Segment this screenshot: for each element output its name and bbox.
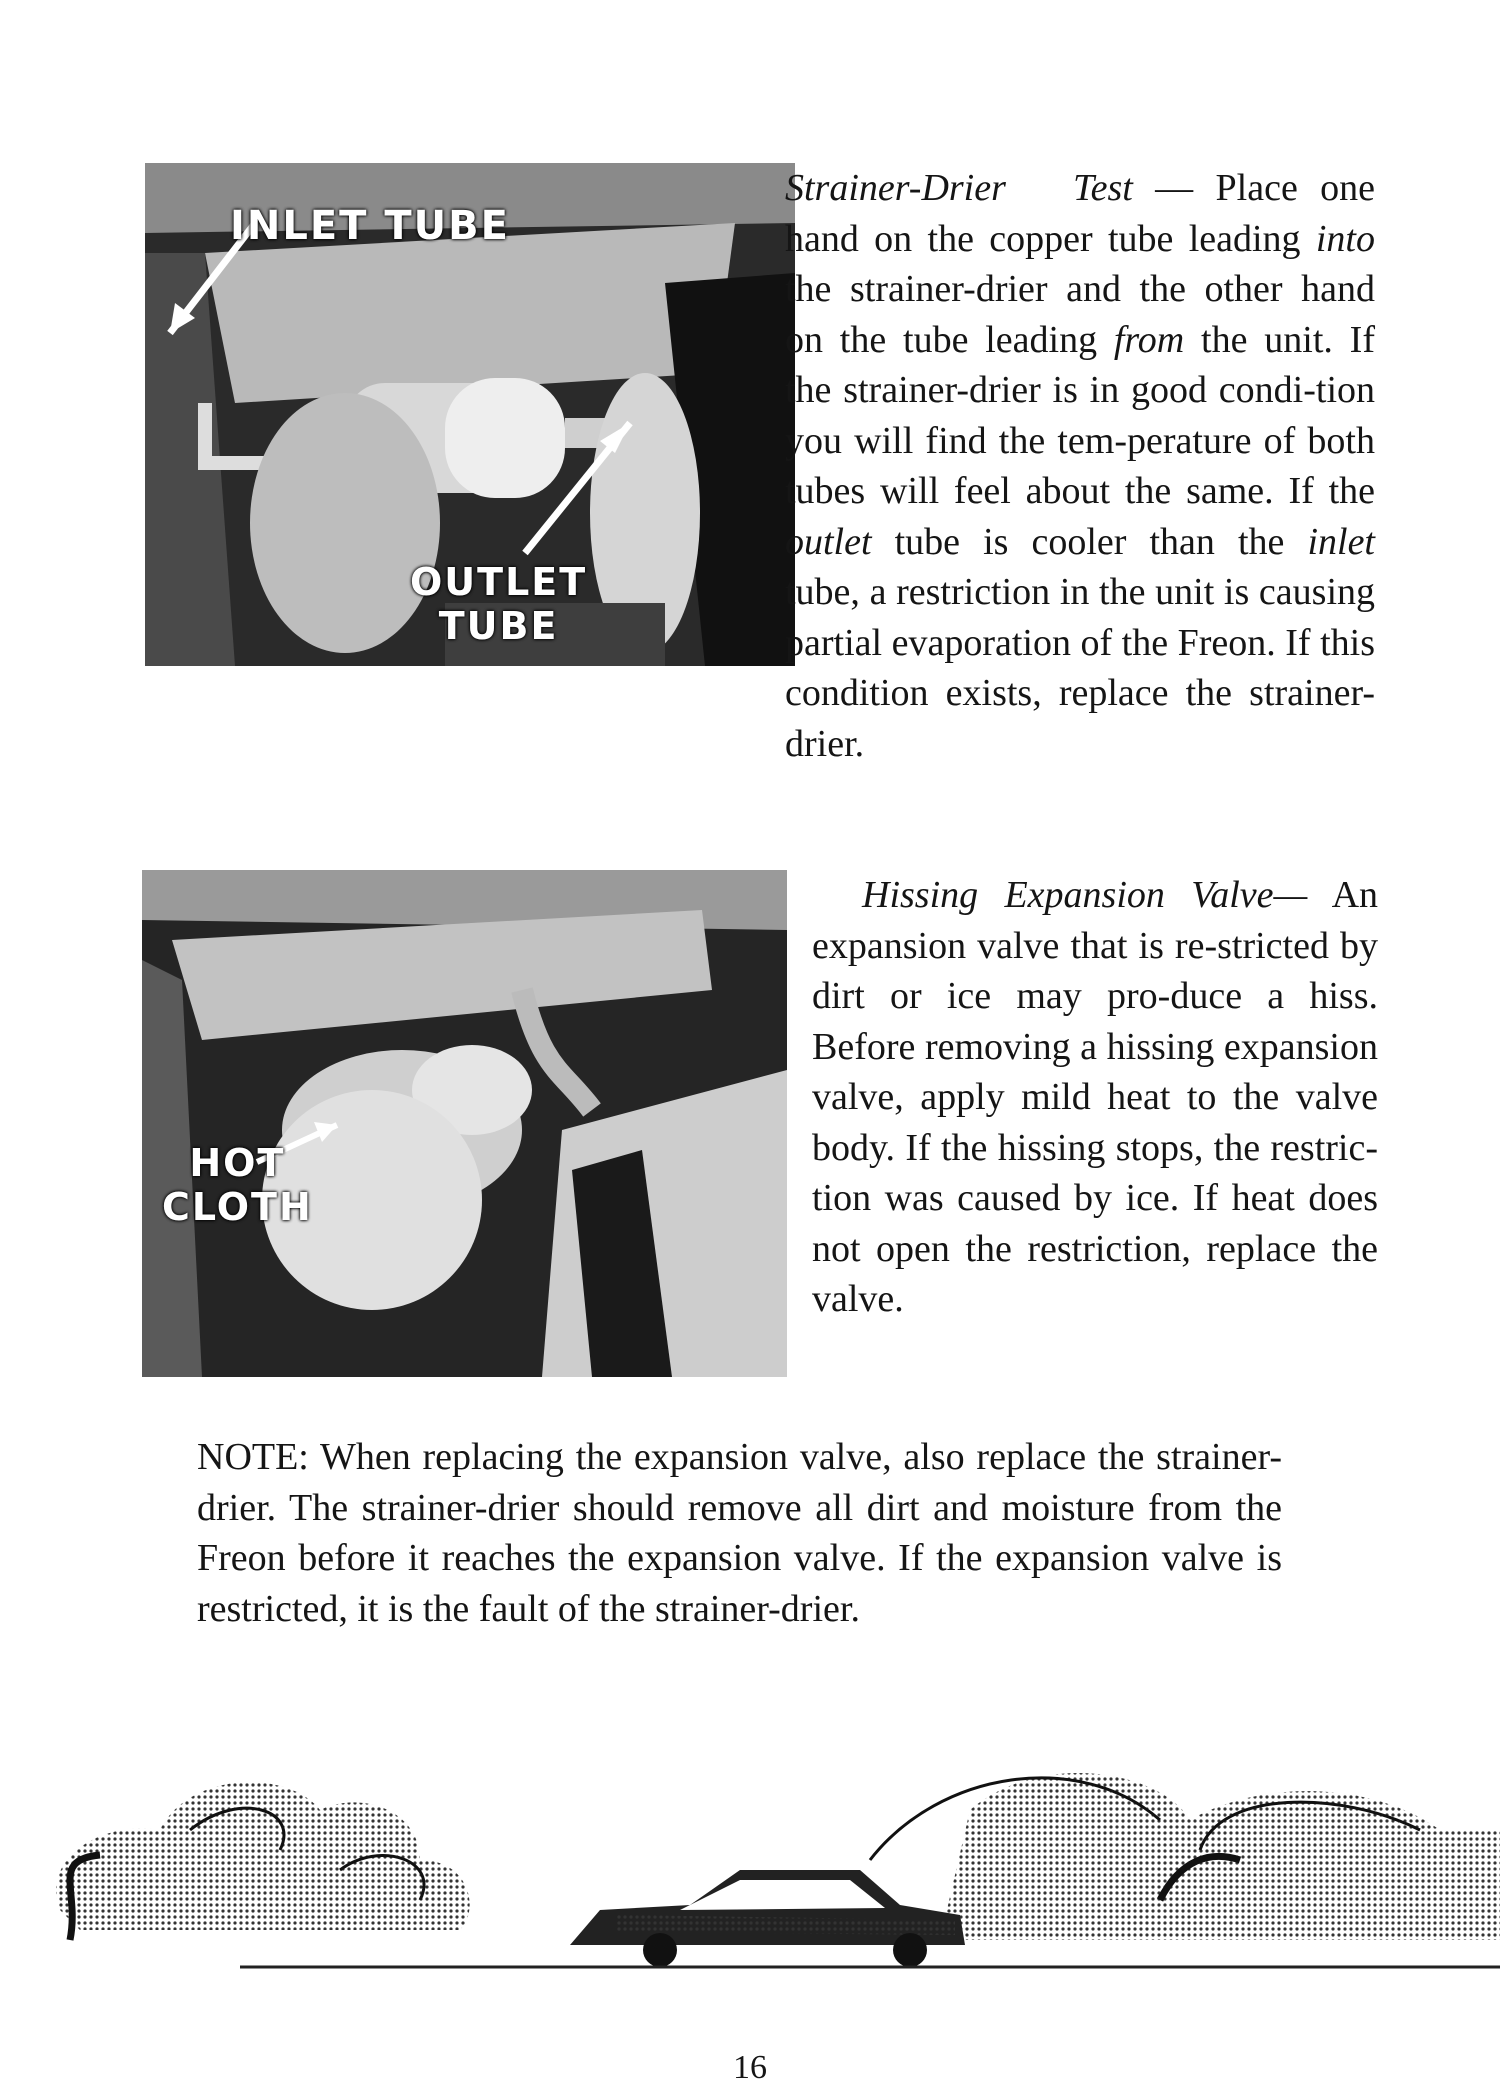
section-heading-strainer-drier: Strainer-Drier [785, 167, 1006, 209]
emphasis-inlet: inlet [1307, 520, 1375, 563]
strainer-text-2: the strainer-drier and the other hand on the tube leading [785, 268, 1375, 361]
section-strainer-drier-test [120, 163, 1375, 769]
strainer-text-4: tube is cooler than the [871, 520, 1308, 563]
callout-inlet-tube: INLET TUBE [230, 203, 510, 249]
page-number: 16 [733, 2049, 767, 2086]
strainer-text-1: Place one hand on the copper tube leading [785, 167, 1376, 260]
emphasis-from: from [1113, 318, 1185, 361]
emphasis-into: into [1315, 217, 1375, 260]
strainer-text-5: tube, a restriction in the unit is causing partial evaporation of the Freon. If this condition exists, replace the strainer-drier. [785, 571, 1375, 765]
strainer-text-3: the unit. If the strainer-drier is in good condi-tion you will find the tem-perature of both tubes will feel about the same. If the [785, 318, 1375, 512]
section-heading-test: Test [1072, 167, 1133, 209]
callout-hot-line1: HOT [189, 1141, 286, 1185]
car-clouds-illustration [40, 1710, 1500, 1980]
emphasis-outlet: outlet [785, 520, 872, 563]
callout-hot-line2: CLOTH [162, 1184, 313, 1229]
photo2-spacer [120, 870, 812, 1382]
hissing-valve-body: An expansion valve that is re-stricted by dirt or ice may pro-duce a hiss. Before removing a hissing expansion valve, apply mild heat to the valve body. If the hissing stops, the restric-tion was caused by ice. If heat does not open the restriction, replace the valve. [812, 874, 1379, 1320]
note-paragraph: NOTE: When replacing the expansion valve, also replace the strainer-drier. The strainer-drier should remove all dirt and moisture from the Freon before it reaches the expansion valve. If the expansion valve is restricted, it is the fault of the strainer-drier. [197, 1436, 1282, 1630]
photo1-spacer [120, 163, 785, 719]
callout-outlet-line1: OUTLET [410, 560, 588, 604]
section-heading-hissing-valve: Hissing Expansion Valve— [862, 874, 1308, 916]
heading-dash: — [1132, 167, 1216, 209]
section-hissing-expansion-valve [120, 870, 1378, 1382]
callout-outlet-line2: TUBE [438, 603, 559, 648]
